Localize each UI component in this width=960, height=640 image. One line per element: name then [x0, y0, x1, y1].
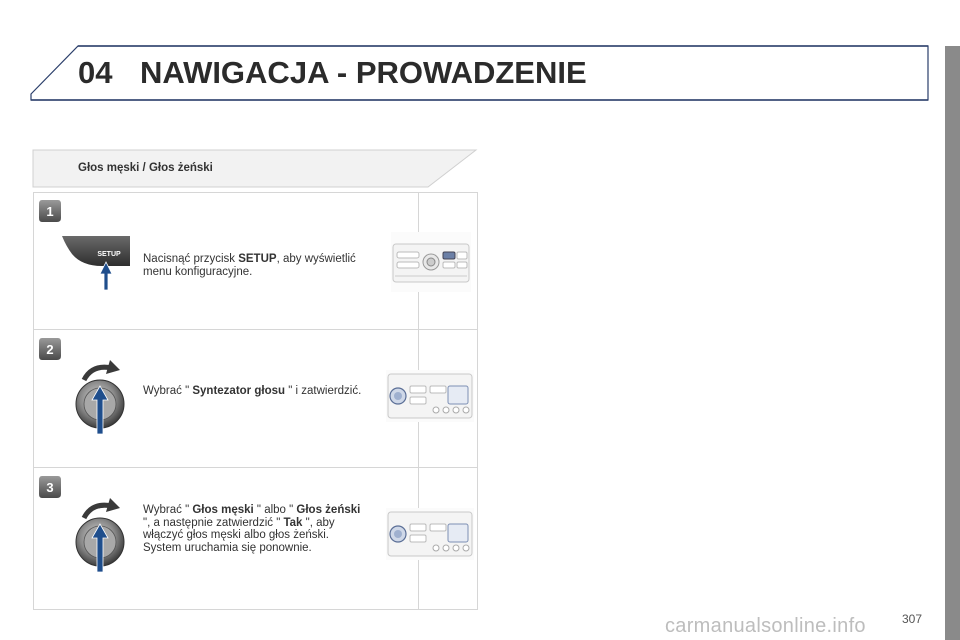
- watermark: carmanualsonline.info: [665, 615, 866, 637]
- page-number: 307: [902, 612, 923, 626]
- step-3-badge-icon: [38, 474, 62, 500]
- rotary-knob-press-icon: [70, 358, 130, 436]
- setup-button-icon: [62, 232, 134, 292]
- step-2-badge-icon: [38, 336, 62, 362]
- svg-text:SETUP: SETUP: [97, 251, 121, 258]
- radio-panel-knob-image: [386, 508, 474, 560]
- rotary-knob-press-icon: [70, 496, 130, 574]
- chapter-title: NAWIGACJA - PROWADZENIE: [140, 55, 587, 90]
- radio-panel-setup-image: [391, 232, 471, 292]
- step-1-text: Nacisnąć przycisk SETUP, aby wyświetlić menu konfiguracyjne.: [143, 253, 356, 278]
- svg-text:2: 2: [46, 342, 54, 357]
- section-title: Głos męski / Głos żeński: [78, 162, 213, 174]
- step-1-badge-icon: [38, 198, 62, 224]
- svg-text:1: 1: [46, 204, 54, 219]
- radio-panel-knob-image: [386, 370, 474, 422]
- step-2-text: Wybrać " Syntezator głosu " i zatwierdzić.: [143, 385, 362, 397]
- step-3-text: Wybrać " Głos męski " albo " Głos żeński ", a następnie zatwierdzić " Tak ", aby włączyć głos męski albo głos żeński. System uruchamia się ponownie.: [143, 504, 361, 554]
- svg-text:3: 3: [46, 480, 54, 495]
- chapter-number: 04: [78, 55, 113, 90]
